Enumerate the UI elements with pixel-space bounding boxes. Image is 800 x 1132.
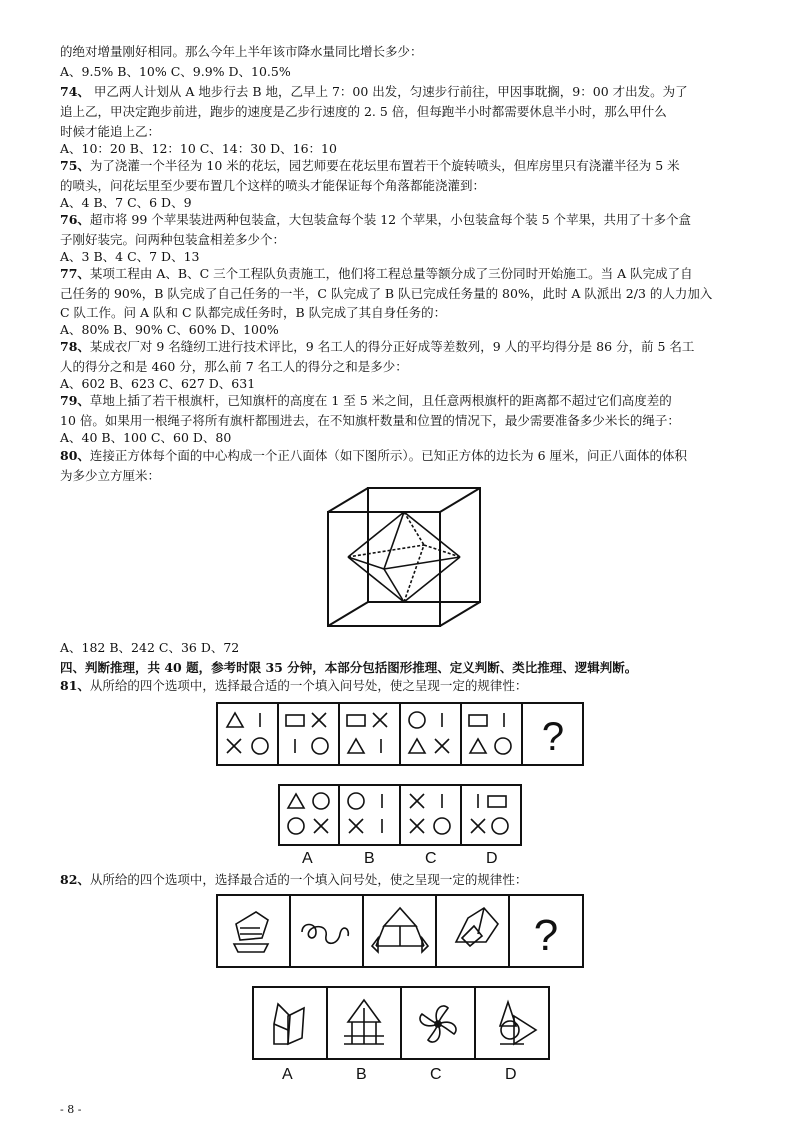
- q77-text-1: 某项工程由 A、B、C 三个工程队负责施工，他们将工程总量等额分成了三份同时开始施工。当 A 队完成了自: [89, 266, 693, 281]
- q75-line-1: [60, 158, 680, 174]
- circle-icon: [288, 818, 304, 834]
- q76-text-1: 超市将 99 个苹果装进两种包装盒，大包装盒每个装 12 个苹果，小包装盒每个装 5 个苹果，共用了十多个盒: [89, 212, 692, 227]
- q82-option-d-label: D: [505, 1066, 517, 1083]
- q77-line-2: 己任务的 90%，B 队完成了自己任务的一半，C 队完成了 B 队已完成任务量的 80%，此时 A 队派出 2/3 的人力加入: [60, 286, 713, 301]
- q79-line-1: [60, 393, 672, 409]
- option-d-figure: [500, 1002, 536, 1044]
- q81-question-row: [216, 702, 584, 766]
- q76-line-1: [60, 212, 691, 228]
- option-c-figure: [420, 1006, 456, 1042]
- q81-text-1: 从所给的四个选项中，选择最合适的一个填入问号处，使之呈现一定的规律性：: [89, 678, 528, 693]
- q78-line-1: [60, 339, 694, 355]
- q77-line-3: C 队工作。问 A 队和 C 队都完成任务时，B 队完成了其自身任务的：: [60, 305, 447, 320]
- q78-number: 78、: [60, 339, 90, 354]
- q77-number: 77、: [60, 266, 90, 281]
- boat-figure: [234, 912, 268, 952]
- q73-tail-line: 的绝对增量刚好相同。那么今年上半年该市降水量同比增长多少：: [60, 44, 423, 59]
- q77-options: A、80% B、90% C、60% D、100%: [60, 322, 279, 337]
- q74-options: A、10：20 B、12：10 C、14：30 D、16：10: [60, 141, 337, 156]
- q80-line-2: 为多少立方厘米：: [60, 468, 161, 483]
- q82-line-1: [60, 872, 527, 888]
- triangle-icon: [470, 739, 486, 753]
- q82-options-row: [252, 986, 550, 1060]
- cube-octahedron-figure: [320, 484, 490, 634]
- q75-line-2: 的喷头，问花坛里至少要布置几个这样的喷头才能保证每个角落都能浇灌到：: [60, 178, 486, 193]
- section-4-heading: 四、判断推理，共 40 题，参考时限 35 分钟，本部分包括图形推理、定义判断、类比推理、逻辑判断。: [60, 660, 638, 675]
- q74-line-1: [60, 84, 688, 100]
- q81-options-row: [278, 784, 522, 846]
- q81-option-a-label: A: [302, 850, 313, 867]
- q81-number: 81、: [60, 678, 90, 693]
- q74-number: 74、: [60, 84, 90, 99]
- q78-text-1: 某成衣厂对 9 名缝纫工进行技术评比，9 名工人的得分正好成等差数列，9 人的平均得分是 86 分，前 5 名工: [89, 339, 695, 354]
- loops-figure: [302, 925, 348, 944]
- triangle-icon: [409, 739, 425, 753]
- question-mark: ?: [541, 715, 565, 759]
- q75-number: 75、: [60, 158, 90, 173]
- rectangle-icon: [347, 715, 365, 726]
- q82-question-row: [216, 894, 584, 968]
- q74-text-1: 甲乙两人计划从 A 地步行去 B 地，乙早上 7：00 出发，匀速步行前往，甲因事耽搁，9：00 才出发。为了: [89, 84, 688, 99]
- arrow-house-figure: [372, 908, 428, 952]
- circle-icon: [409, 712, 425, 728]
- option-a-figure: [274, 1004, 304, 1044]
- q81-option-d-label: D: [486, 850, 498, 867]
- circle-icon: [252, 738, 268, 754]
- rectangle-icon: [286, 715, 304, 726]
- q76-line-2: 子刚好装完。问两种包装盒相差多少个：: [60, 232, 286, 247]
- triangle-icon: [348, 739, 364, 753]
- q75-options: A、4 B、7 C、6 D、9: [60, 195, 192, 210]
- q82-text-1: 从所给的四个选项中，选择最合适的一个填入问号处，使之呈现一定的规律性：: [89, 872, 528, 887]
- question-mark: ?: [533, 911, 559, 960]
- q82-option-c-label: C: [430, 1066, 442, 1083]
- triangle-icon: [288, 794, 304, 808]
- q82-option-b-label: B: [356, 1066, 367, 1083]
- folded-shape-figure: [456, 908, 498, 946]
- q76-number: 76、: [60, 212, 90, 227]
- q80-text-1: 连接正方体每个面的中心构成一个正八面体（如下图所示）。已知正方体的边长为 6 厘米，问正八面体的体积: [89, 448, 688, 463]
- q79-number: 79、: [60, 393, 90, 408]
- q77-line-1: [60, 266, 693, 282]
- q76-options: A、3 B、4 C、7 D、13: [60, 249, 200, 264]
- q79-options: A、40 B、100 C、60 D、80: [60, 430, 232, 445]
- q80-line-1: [60, 448, 687, 464]
- q80-options: A、182 B、242 C、36 D、72: [60, 640, 240, 655]
- circle-icon: [313, 793, 329, 809]
- q80-number: 80、: [60, 448, 90, 463]
- q78-options: A、602 B、623 C、627 D、631: [60, 376, 256, 391]
- circle-icon: [434, 818, 450, 834]
- q73-options: A、9.5% B、10% C、9.9% D、10.5%: [60, 64, 291, 79]
- q79-text-1: 草地上插了若干根旗杆，已知旗杆的高度在 1 至 5 米之间，且任意两根旗杆的距离都不超过它们高度差的: [89, 393, 672, 408]
- q82-option-a-label: A: [282, 1066, 293, 1083]
- q74-line-2: 追上乙，甲决定跑步前进，跑步的速度是乙步行速度的 2. 5 倍，但每跑半小时都需要休息半小时，那么甲什么: [60, 104, 667, 119]
- page-number: - 8 -: [60, 1103, 82, 1116]
- q78-line-2: 人的得分之和是 460 分，那么前 7 名工人的得分之和是多少：: [60, 359, 408, 374]
- circle-icon: [492, 818, 508, 834]
- q79-line-2: 10 倍。如果用一根绳子将所有旗杆都围进去，在不知旗杆数量和位置的情况下，最少需要准备多少米长的绳子：: [60, 413, 680, 428]
- q81-option-c-label: C: [425, 850, 437, 867]
- octahedron: [348, 512, 460, 602]
- triangle-icon: [227, 713, 243, 727]
- circle-icon: [495, 738, 511, 754]
- q74-line-3: 时候才能追上乙：: [60, 124, 161, 139]
- circle-icon: [312, 738, 328, 754]
- q82-number: 82、: [60, 872, 90, 887]
- rectangle-icon: [488, 796, 506, 807]
- q81-line-1: [60, 678, 527, 694]
- q81-option-b-label: B: [364, 850, 375, 867]
- q75-text-1: 为了浇灌一个半径为 10 米的花坛，园艺师要在花坛里布置若干个旋转喷头，但库房里只有浇灌半径为 5 米: [89, 158, 680, 173]
- option-b-figure: [344, 1000, 384, 1044]
- rectangle-icon: [469, 715, 487, 726]
- circle-icon: [348, 793, 364, 809]
